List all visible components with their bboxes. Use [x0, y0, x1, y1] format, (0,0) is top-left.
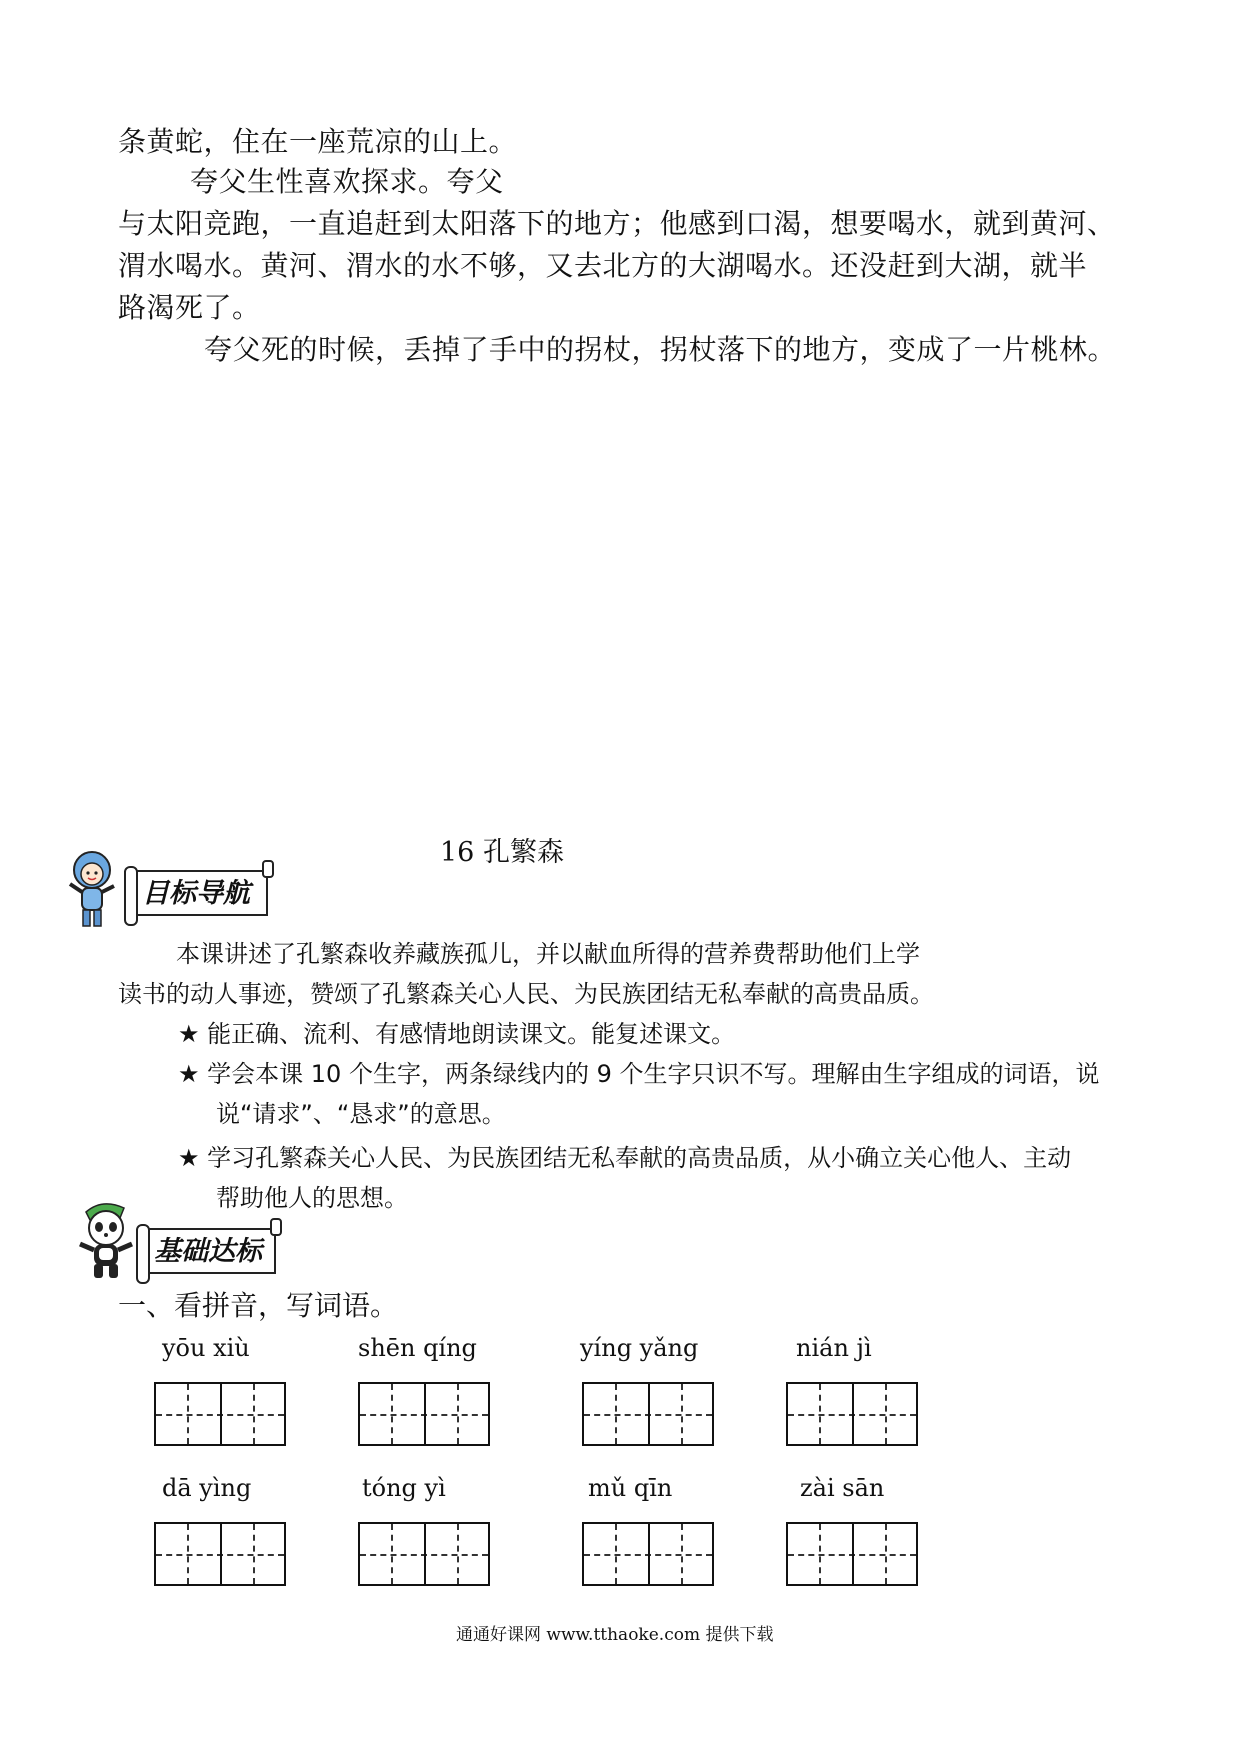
pinyin-label: nián jì: [796, 1334, 872, 1362]
story-line-5: 路渴死了。: [118, 291, 261, 324]
pinyin-label: zài sān: [800, 1474, 885, 1502]
pinyin-label: yōu xiù: [162, 1334, 250, 1362]
pinyin-label: tóng yì: [362, 1474, 446, 1502]
story-line-3: 与太阳竞跑，一直追赶到太阳落下的地方；他感到口渴，想要喝水，就到黄河、: [118, 207, 1116, 240]
writing-grid[interactable]: [154, 1382, 286, 1446]
mascot-panda-icon: [72, 1198, 142, 1284]
story-line-1: 条黄蛇，住在一座荒凉的山上。: [118, 125, 518, 158]
pinyin-label: dā yìng: [162, 1474, 252, 1502]
banner-basic: 基础达标: [140, 1228, 276, 1274]
goal-2b: 说“请求”、“恳求”的意思。: [216, 1100, 506, 1128]
writing-grid[interactable]: [358, 1382, 490, 1446]
intro-line-1: 本课讲述了孔繁森收养藏族孤儿，并以献血所得的营养费帮助他们上学: [176, 940, 920, 968]
mascot-doll-icon: [60, 848, 124, 932]
writing-grid[interactable]: [154, 1522, 286, 1586]
writing-grid[interactable]: [786, 1522, 918, 1586]
story-line-4: 渭水喝水。黄河、渭水的水不够，又去北方的大湖喝水。还没赶到大湖，就半: [118, 249, 1088, 282]
story-line-6: 夸父死的时候，丢掉了手中的拐杖，拐杖落下的地方，变成了一片桃林。: [204, 333, 1117, 366]
writing-grid[interactable]: [582, 1522, 714, 1586]
pinyin-label: shēn qíng: [358, 1334, 477, 1362]
goal-1: ★ 能正确、流利、有感情地朗读课文。能复述课文。: [178, 1020, 736, 1048]
goal-2a: ★ 学会本课 10 个生字，两条绿线内的 9 个生字只识不写。理解由生字组成的词语，说: [178, 1060, 1100, 1088]
intro-line-2: 读书的动人事迹，赞颂了孔繁森关心人民、为民族团结无私奉献的高贵品质。: [118, 980, 934, 1008]
exercise-title: 一、看拼音，写词语。: [118, 1289, 399, 1322]
footer-credit: 通通好课网 www.tthaoke.com 提供下载: [456, 1625, 774, 1645]
pinyin-label: yíng yǎng: [580, 1334, 699, 1362]
pinyin-label: mǔ qīn: [588, 1474, 673, 1502]
banner-goal-nav: 目标导航: [128, 870, 268, 916]
goal-3b: 帮助他人的思想。: [216, 1184, 408, 1212]
writing-grid[interactable]: [358, 1522, 490, 1586]
lesson-title: 16 孔繁森: [440, 837, 564, 868]
writing-grid[interactable]: [786, 1382, 918, 1446]
story-line-2: 夸父生性喜欢探求。夸父: [190, 165, 504, 198]
writing-grid[interactable]: [582, 1382, 714, 1446]
goal-3a: ★ 学习孔繁森关心人民、为民族团结无私奉献的高贵品质，从小确立关心他人、主动: [178, 1144, 1072, 1172]
